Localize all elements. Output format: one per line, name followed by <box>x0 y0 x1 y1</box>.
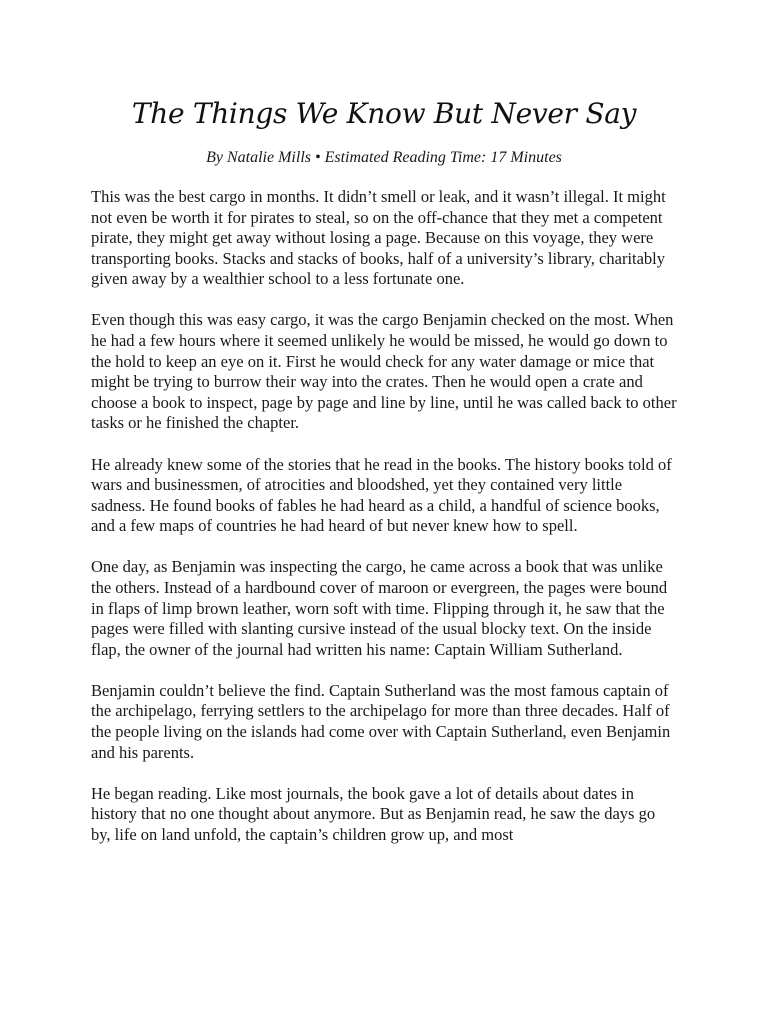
paragraph: One day, as Benjamin was inspecting the cargo, he came across a book that was unlike the others. Instead of a hardbound cover of maroon or evergreen, the pages were bound in flaps of limp brown leather, worn soft with time. Flipping through it, he saw that the pages were filled with slanting cursive instead of the usual blocky text. On the inside flap, the owner of the journal had written his name: Captain William Sutherland. <box>91 557 668 659</box>
paragraph: He began reading. Like most journals, the book gave a lot of details about dates in history that no one thought about anymore. But as Benjamin read, he saw the days go by, life on land unfold, the captain’s children grow up, and most <box>91 783 656 844</box>
document-title: The Things We Know But Never Say <box>131 97 637 130</box>
paragraph: Benjamin couldn’t believe the find. Captain Sutherland was the most famous captain of the archipelago, ferrying settlers to the archipelago for more than three decades. Half of the people living on the islands had come over with Captain Sutherland, even Benjamin and his parents. <box>91 680 671 762</box>
document-body <box>91 187 677 846</box>
paragraph: Even though this was easy cargo, it was the cargo Benjamin checked on the most. When he had a few hours where it seemed unlikely he would be missed, he would go down to the hold to keep an eye on it. First he would check for any water damage or mice that might be trying to burrow their way into the crates. Then he would open a crate and choose a book to inspect, page by page and line by line, until he was called back to other tasks or he finished the chapter. <box>91 310 677 433</box>
paragraph: This was the best cargo in months. It didn’t smell or leak, and it wasn’t illegal. It might not even be worth it for pirates to steal, so on the off-chance that they met a competent pirate, they might get away without losing a page. Because on this voyage, they were transporting books. Stacks and stacks of books, half of a university’s library, charitably given away by a wealthier school to a less fortunate one. <box>91 187 666 289</box>
paragraph: He already knew some of the stories that he read in the books. The history books told of wars and businessmen, of atrocities and bloodshed, yet they contained very little sadness. He found books of fables he had heard as a child, a handful of science books, and a few maps of countries he had heard of but never knew how to spell. <box>91 454 672 536</box>
document-byline: By Natalie Mills • Estimated Reading Time: 17 Minutes <box>206 149 562 166</box>
